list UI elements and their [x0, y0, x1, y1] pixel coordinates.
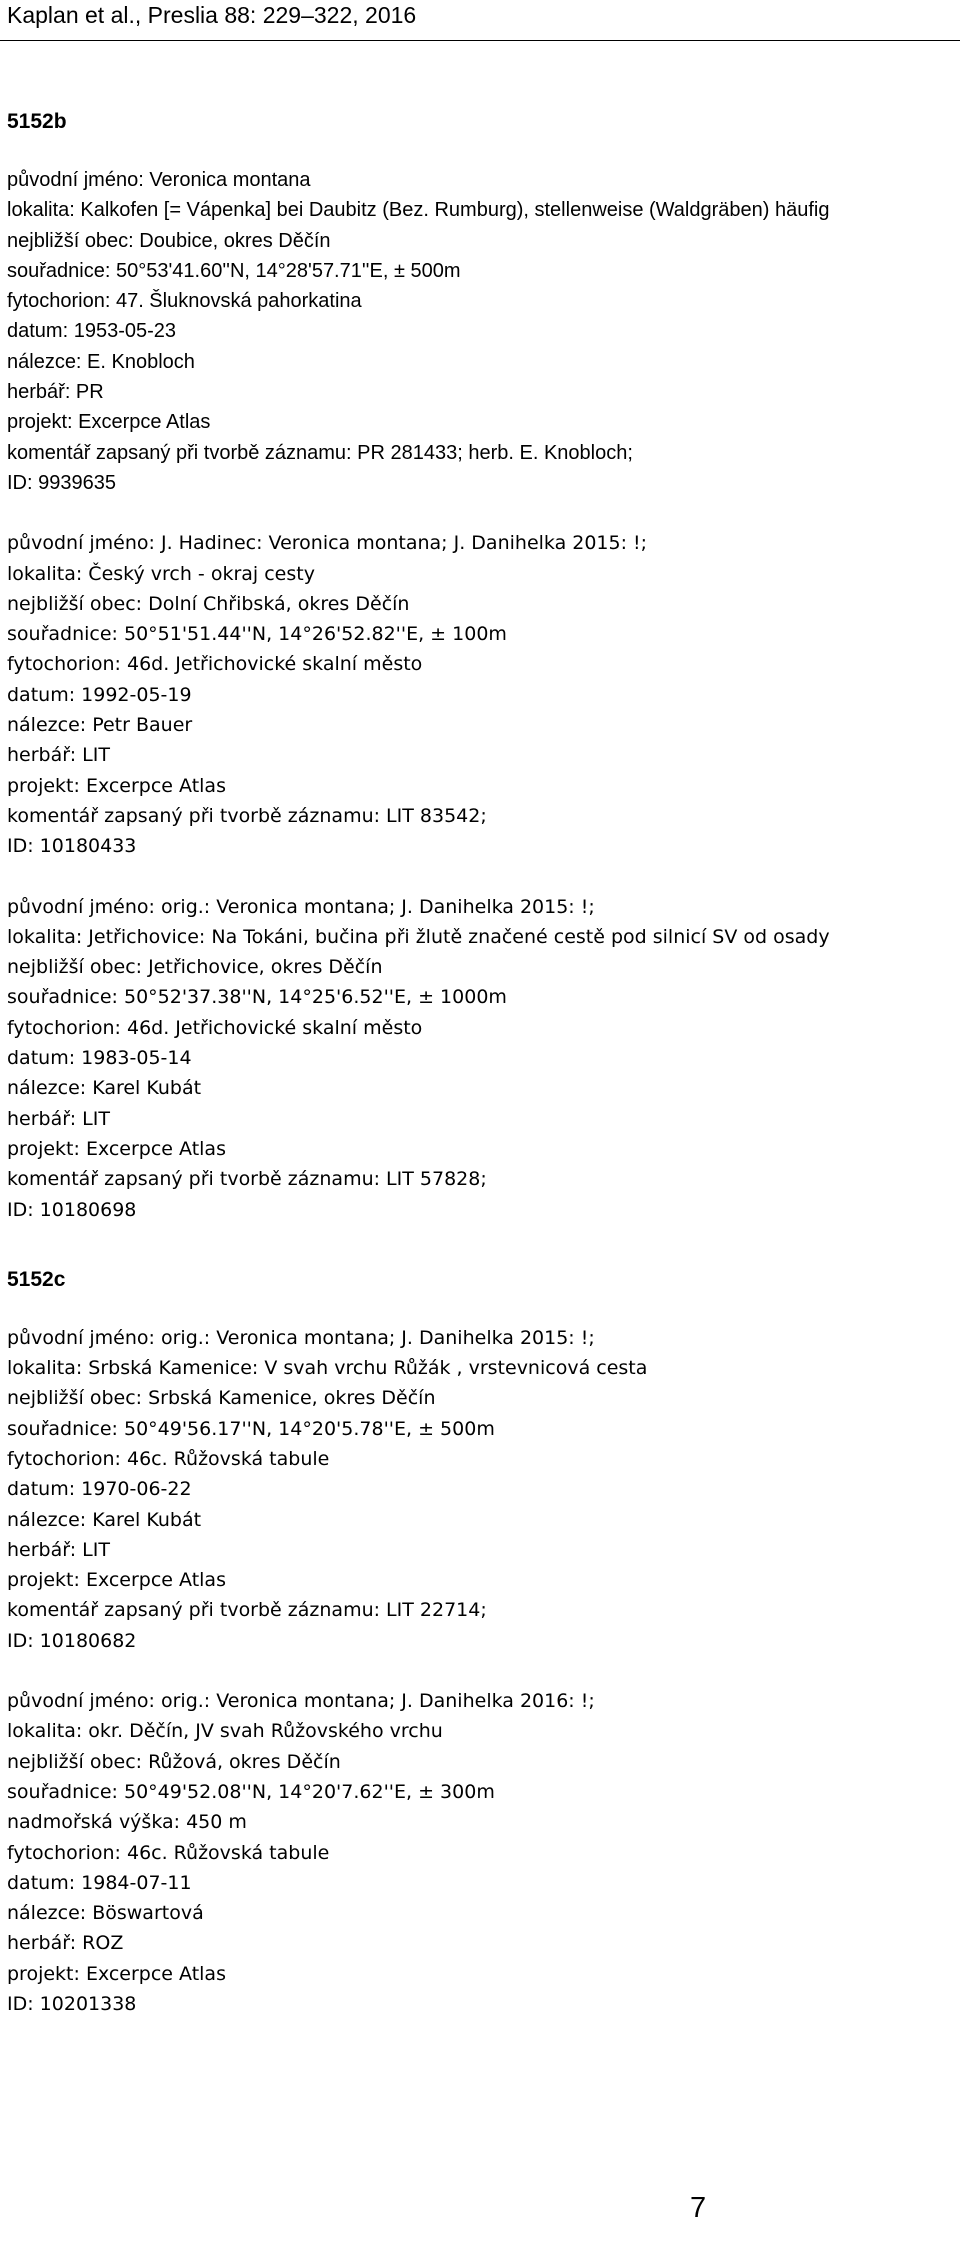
- page-number: 7: [690, 2192, 707, 2224]
- record-line: nejbližší obec: Doubice, okres Děčín: [7, 229, 331, 252]
- record-line: projekt: Excerpce Atlas: [7, 1569, 226, 1592]
- record-line: herbář: LIT: [7, 1107, 110, 1130]
- record-line: ID: 10180698: [7, 1198, 137, 1221]
- specimen-record: [7, 1686, 953, 2019]
- record-line: komentář zapsaný při tvorbě záznamu: LIT 22714;: [7, 1599, 487, 1622]
- record-line: nejbližší obec: Růžová, okres Děčín: [7, 1750, 341, 1773]
- record-line: souřadnice: 50°49'52.08''N, 14°20'7.62''E, ± 300m: [7, 1780, 495, 1803]
- record-line: souřadnice: 50°53'41.60''N, 14°28'57.71''E, ± 500m: [7, 259, 461, 282]
- specimen-record: [7, 892, 953, 1225]
- record-line: nálezce: Böswartová: [7, 1902, 204, 1925]
- record-line: nejbližší obec: Jetřichovice, okres Děčín: [7, 956, 383, 979]
- specimen-record: [7, 165, 953, 498]
- section: [7, 107, 953, 1225]
- record-line: herbář: LIT: [7, 1538, 110, 1561]
- record-line: komentář zapsaný při tvorbě záznamu: LIT 83542;: [7, 804, 487, 827]
- record-line: fytochorion: 46d. Jetřichovické skalní město: [7, 1016, 423, 1039]
- record-line: fytochorion: 46c. Růžovská tabule: [7, 1447, 330, 1470]
- record-line: nálezce: Petr Bauer: [7, 714, 193, 737]
- record-line: lokalita: Srbská Kamenice: V svah vrchu Růžák , vrstevnicová cesta: [7, 1357, 648, 1380]
- record-line: projekt: Excerpce Atlas: [7, 411, 211, 434]
- record-line: původní jméno: orig.: Veronica montana; J. Danihelka 2015: !;: [7, 895, 595, 918]
- record-line: původní jméno: J. Hadinec: Veronica montana; J. Danihelka 2015: !;: [7, 532, 648, 555]
- record-line: fytochorion: 46d. Jetřichovické skalní město: [7, 653, 423, 676]
- record-line: herbář: LIT: [7, 744, 110, 767]
- record-line: lokalita: Jetřichovice: Na Tokáni, bučina při žlutě značené cestě pod silnicí SV od osady: [7, 925, 830, 948]
- record-line: herbář: ROZ: [7, 1932, 124, 1955]
- section-heading: 5152b: [7, 110, 67, 133]
- record-line: nálezce: Karel Kubát: [7, 1077, 202, 1100]
- record-line: nálezce: E. Knobloch: [7, 350, 195, 373]
- record-line: souřadnice: 50°52'37.38''N, 14°25'6.52''E, ± 1000m: [7, 986, 507, 1009]
- record-line: ID: 9939635: [7, 471, 116, 494]
- record-line: nálezce: Karel Kubát: [7, 1508, 202, 1531]
- record-line: fytochorion: 47. Šluknovská pahorkatina: [7, 290, 362, 313]
- section-heading: 5152c: [7, 1267, 66, 1291]
- record-line: lokalita: okr. Děčín, JV svah Růžovského vrchu: [7, 1720, 443, 1743]
- record-line: projekt: Excerpce Atlas: [7, 1962, 226, 1985]
- record-line: datum: 1970-06-22: [7, 1478, 192, 1501]
- record-line: datum: 1984-07-11: [7, 1871, 192, 1894]
- record-line: ID: 10180682: [7, 1629, 137, 1652]
- header-rule: [0, 40, 960, 41]
- record-line: nadmořská výška: 450 m: [7, 1811, 247, 1834]
- record-line: datum: 1992-05-19: [7, 683, 192, 706]
- record-line: datum: 1983-05-14: [7, 1047, 192, 1070]
- record-line: původní jméno: orig.: Veronica montana; J. Danihelka 2016: !;: [7, 1690, 595, 1713]
- record-line: projekt: Excerpce Atlas: [7, 774, 226, 797]
- record-line: komentář zapsaný při tvorbě záznamu: LIT 57828;: [7, 1168, 487, 1191]
- specimen-record: [7, 528, 953, 861]
- record-line: souřadnice: 50°51'51.44''N, 14°26'52.82''E, ± 100m: [7, 623, 507, 646]
- record-line: původní jméno: orig.: Veronica montana; J. Danihelka 2015: !;: [7, 1326, 595, 1349]
- record-line: herbář: PR: [7, 381, 104, 404]
- record-line: nejbližší obec: Dolní Chřibská, okres Děčín: [7, 592, 410, 615]
- section: [7, 1265, 953, 2020]
- record-line: komentář zapsaný při tvorbě záznamu: PR 281433; herb. E. Knobloch;: [7, 441, 633, 464]
- record-line: původní jméno: Veronica montana: [7, 169, 311, 191]
- record-line: ID: 10180433: [7, 835, 137, 858]
- document-body: [7, 107, 953, 2019]
- record-line: projekt: Excerpce Atlas: [7, 1137, 226, 1160]
- record-line: nejbližší obec: Srbská Kamenice, okres Děčín: [7, 1387, 436, 1410]
- record-line: lokalita: Český vrch - okraj cesty: [7, 562, 315, 585]
- record-line: datum: 1953-05-23: [7, 320, 177, 343]
- record-line: lokalita: Kalkofen [= Vápenka] bei Daubitz (Bez. Rumburg), stellenweise (Waldgräben) häufig: [7, 199, 830, 222]
- record-line: fytochorion: 46c. Růžovská tabule: [7, 1841, 330, 1864]
- record-line: ID: 10201338: [7, 1993, 137, 2016]
- record-line: souřadnice: 50°49'56.17''N, 14°20'5.78''E, ± 500m: [7, 1417, 495, 1440]
- specimen-record: [7, 1323, 953, 1656]
- running-header: Kaplan et al., Preslia 88: 229–322, 2016: [7, 2, 417, 28]
